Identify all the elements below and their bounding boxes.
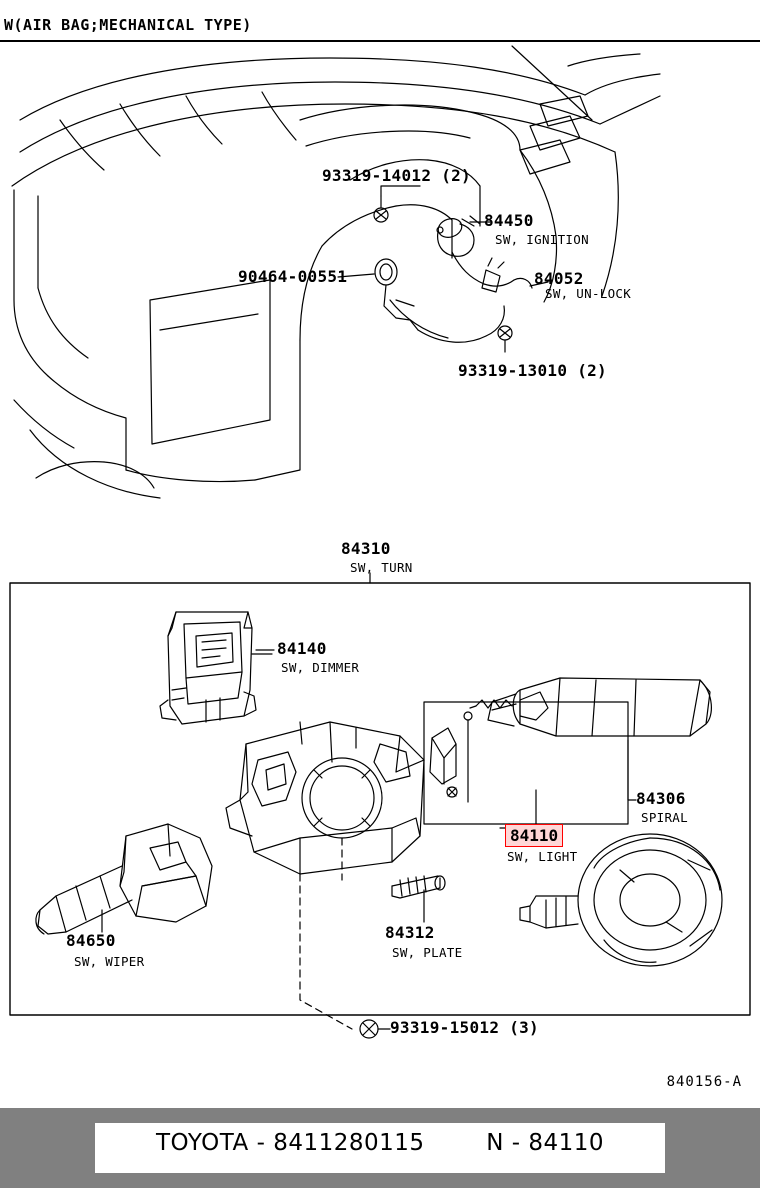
callout-number-93319-14012: 93319-14012 (2) (322, 166, 471, 185)
callout-number-84650: 84650 (66, 931, 116, 950)
callout-name-84312: SW, PLATE (392, 945, 463, 960)
footer-brand: TOYOTA (156, 1130, 249, 1156)
footer-caption (95, 1130, 665, 1156)
footer-separator: - (256, 1130, 266, 1156)
callout-name-84052: SW, UN-LOCK (545, 286, 632, 301)
callout-number-84310: 84310 (341, 539, 391, 558)
callout-number-93319-13010: 93319-13010 (2) (458, 361, 607, 380)
callout-name-84140: SW, DIMMER (281, 660, 360, 675)
callout-number-84450: 84450 (484, 211, 534, 230)
callout-number-84306: 84306 (636, 789, 686, 808)
callout-name-84306: SPIRAL (641, 810, 688, 825)
callout-number-84140: 84140 (277, 639, 327, 658)
callout-name-84450: SW, IGNITION (495, 232, 589, 247)
page-title: W(AIR BAG;MECHANICAL TYPE) (4, 16, 252, 34)
footer-part-number: 8411280115 (273, 1130, 425, 1156)
diagram-code: 840156-A (666, 1074, 742, 1090)
callout-number-93319-15012: 93319-15012 (3) (390, 1018, 539, 1037)
callout-name-84110: SW, LIGHT (507, 849, 578, 864)
callout-number-84110-highlighted: 84110 (505, 824, 563, 847)
callout-number-90464-00551: 90464-00551 (238, 267, 348, 286)
callout-name-84310: SW, TURN (350, 560, 413, 575)
callout-number-84052: 84052 (534, 269, 584, 288)
callout-name-84650: SW, WIPER (74, 954, 145, 969)
callout-number-84312: 84312 (385, 923, 435, 942)
footer-ref: N - 84110 (486, 1130, 604, 1156)
